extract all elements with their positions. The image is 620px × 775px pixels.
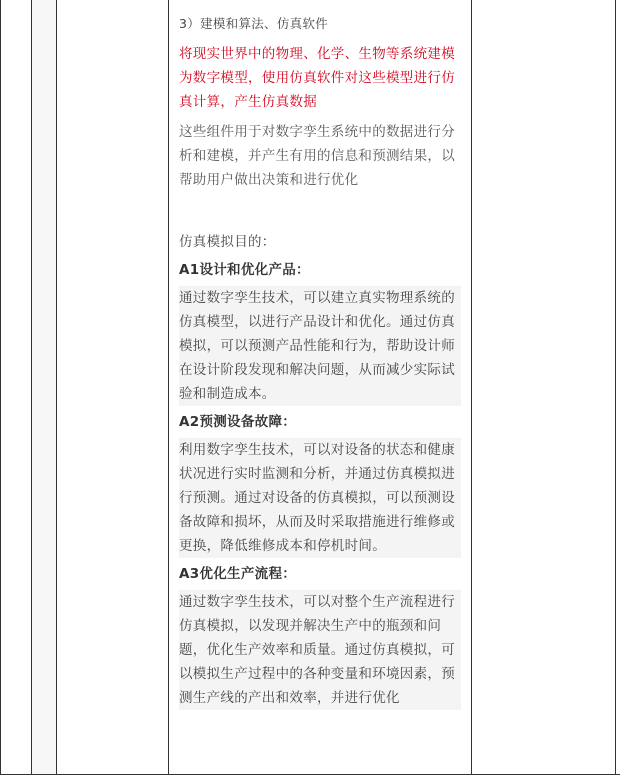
table-border xyxy=(56,0,57,774)
item-title-a1: A1设计和优化产品： xyxy=(179,262,310,278)
table-border xyxy=(31,0,32,774)
table-border xyxy=(0,0,1,774)
item-title-a3: A3优化生产流程： xyxy=(179,566,297,582)
item-text-a1: 通过数字孪生技术，可以建立真实物理系统的仿真模型，以进行产品设计和优化。通过仿真模拟，可以预测产品性能和行为，帮助设计师在设计阶段发现和解决问题，从而减少实际试验和制造成本。 xyxy=(179,286,461,406)
item-title-a2: A2预测设备故障： xyxy=(179,414,297,430)
red-statement: 将现实世界中的物理、化学、生物等系统建模为数字模型，使用仿真软件对这些模型进行仿真计算，产生仿真数据 xyxy=(179,46,455,110)
purpose-title: 仿真模拟目的： xyxy=(179,234,276,250)
table-border xyxy=(471,0,472,774)
spacer xyxy=(179,192,461,230)
empty-cell-shaded xyxy=(32,0,56,774)
item-text-a2: 利用数字孪生技术，可以对设备的状态和健康状况进行实时监测和分析，并通过仿真模拟进行预测。通过对设备的仿真模拟，可以预测设备故障和损坏，从而及时采取措施进行维修或更换，降低维修成本和停机时间。 xyxy=(179,438,461,558)
description-text: 这些组件用于对数字孪生系统中的数据进行分析和建模，并产生有用的信息和预测结果，以帮助用户做出决策和进行优化 xyxy=(179,124,455,188)
content-cell xyxy=(169,0,471,775)
item-text-a3: 通过数字孪生技术，可以对整个生产流程进行仿真模拟，以发现并解决生产中的瓶颈和问题，优化生产效率和质量。通过仿真模拟，可以模拟生产过程中的各种变量和环境因素，预测生产线的产出和效率，并进行优化 xyxy=(179,590,461,710)
section-heading: 3）建模和算法、仿真软件 xyxy=(179,16,329,31)
table-border xyxy=(615,0,616,774)
